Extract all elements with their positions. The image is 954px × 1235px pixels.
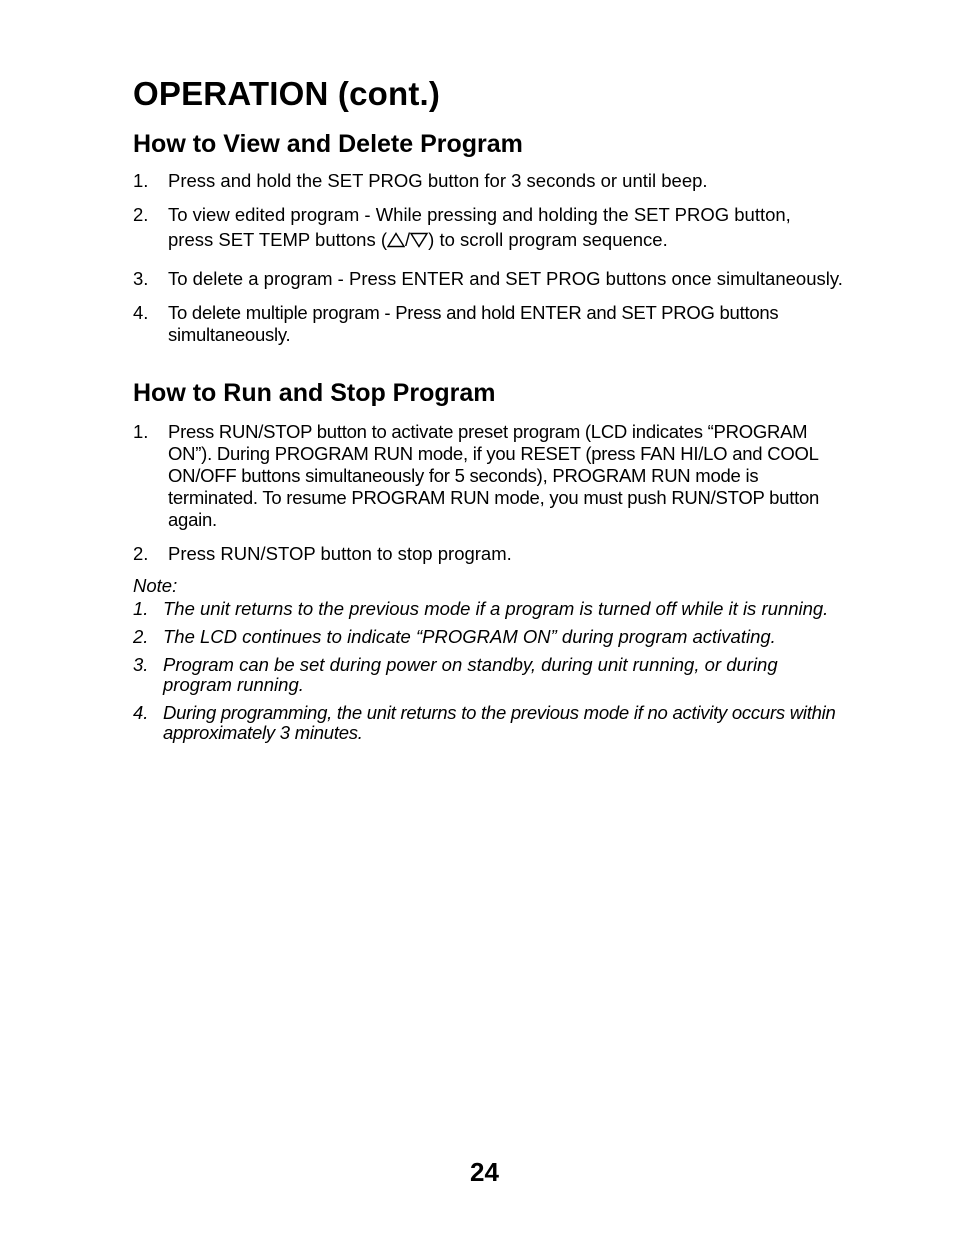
step-text: Press RUN/STOP button to stop program.	[168, 543, 512, 564]
step-text: Press and hold the SET PROG button for 3 seconds or until beep.	[168, 170, 708, 191]
slash-separator: /	[405, 229, 411, 250]
list-item	[133, 421, 838, 531]
list-item	[133, 655, 848, 695]
run-stop-steps	[133, 421, 838, 577]
note-text: Program can be set during power on standby, during unit running, or during program running.	[163, 654, 778, 695]
note-text: The unit returns to the previous mode if a program is turned off while it is running.	[163, 598, 829, 619]
note-label: Note:	[133, 575, 178, 596]
step-number: 1.	[133, 170, 149, 191]
list-item	[133, 703, 848, 743]
step-text	[168, 204, 843, 256]
note-number: 1.	[133, 598, 149, 619]
step-text: To delete multiple program - Press and hold ENTER and SET PROG buttons simultaneously.	[168, 302, 779, 345]
step-number: 2.	[133, 543, 149, 564]
page-number: 24	[470, 1157, 499, 1187]
note-text: The LCD continues to indicate “PROGRAM ON” during program activating.	[163, 626, 776, 647]
step-text-after: ) to scroll program sequence.	[428, 229, 668, 250]
list-item	[133, 268, 843, 290]
list-item	[133, 302, 843, 346]
step-text-before: press SET TEMP buttons (	[168, 229, 388, 250]
note-number: 3.	[133, 654, 149, 675]
step-text-line: To view edited program - While pressing and holding the SET PROG button,	[168, 204, 791, 225]
down-triangle-outline-icon	[410, 228, 428, 256]
step-number: 3.	[133, 268, 149, 289]
step-number: 2.	[133, 204, 149, 225]
notes-list	[133, 599, 848, 751]
section-heading-view-delete: How to View and Delete Program	[133, 130, 523, 158]
note-number: 4.	[133, 702, 149, 723]
list-item	[133, 599, 848, 619]
note-text: During programming, the unit returns to the previous mode if no activity occurs within approximately 3 minutes.	[163, 702, 836, 743]
list-item	[133, 170, 843, 192]
up-triangle-outline-icon	[387, 228, 405, 256]
step-text: To delete a program - Press ENTER and SET PROG buttons once simultaneously.	[168, 268, 843, 289]
step-number: 4.	[133, 302, 149, 323]
step-number: 1.	[133, 421, 149, 442]
page-title: OPERATION (cont.)	[133, 75, 441, 112]
section-heading-run-stop: How to Run and Stop Program	[133, 379, 496, 407]
list-item	[133, 543, 838, 565]
step-text: Press RUN/STOP button to activate preset program (LCD indicates “PROGRAM ON”). During PROGRAM RUN mode, if you RESET (press FAN HI/LO and COOL ON/OFF buttons simultaneously for 5 seconds), PROGRAM RUN mode is terminated. To resume PROGRAM RUN mode, you must push RUN/STOP button again.	[168, 421, 820, 530]
view-delete-steps	[133, 170, 843, 358]
list-item	[133, 204, 843, 256]
list-item	[133, 627, 848, 647]
note-number: 2.	[133, 626, 149, 647]
